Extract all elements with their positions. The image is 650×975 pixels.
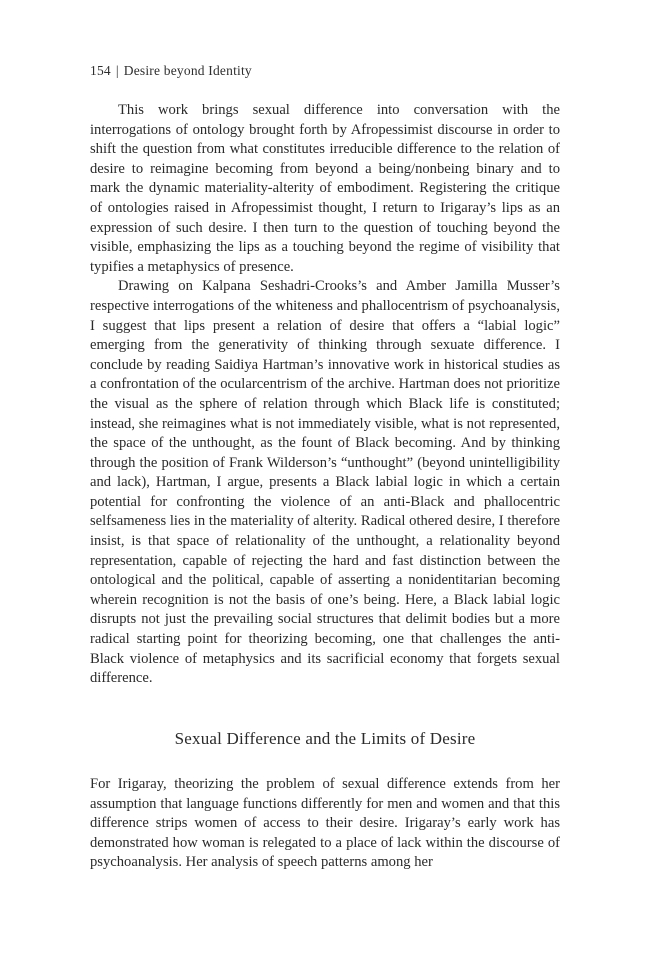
paragraph: This work brings sexual difference into conversation with the interrogations of ontology brought forth by Afropessimist discourse in order to shift the question from what constitutes irreducible difference to the relation of desire to reimagine becoming from beyond a being/nonbeing binary and to mark the dynamic materiality-alterity of embodiment. Registering the critique of ontologies raised in Afropessimist thought, I return to Irigaray’s lips as an expression of such desire. I then turn to the question of touching beyond the visible, emphasizing the lips as a touching beyond the regime of visibility that typifies a metaphysics of presence. [90,102,560,275]
body-text [90,101,560,689]
page-number: 154 [90,63,111,78]
running-head [90,63,252,79]
paragraph: Drawing on Kalpana Seshadri-Crooks’s and Amber Jamilla Musser’s respective interrogations of the whiteness and phallocentrism of psychoanalysis, I suggest that lips present a relation of desire that offers a “labial logic” emerging from the generativity of thinking through sexuate difference. I conclude by reading Saidiya Hartman’s innovative work in historical studies as a confrontation of the ocularcentrism of the archive. Hartman does not prioritize the visual as the sphere of relation through which Black life is constituted; instead, she reimagines what is not immediately visible, what is not represented, the space of the unthought, as the fount of Black becoming. And by thinking through the position of Frank Wilderson’s “unthought” (beyond unintelligibility and lack), Hartman, I argue, presents a Black labial logic in which a certain potential for confronting the violence of an anti-Black and phallocentric selfsameness lies in the materiality of alterity. Radical othered desire, I therefore insist, is that space of relationality of the unthought, a relationality beyond representation, capable of rejecting the hard and fast distinction between the ontological and the political, capable of asserting a nonidentitarian becoming wherein recognition is not the basis of one’s being. Here, a Black labial logic disrupts not just the prevailing social structures that delimit bodies but a more radical starting point for theorizing becoming, one that challenges the anti-Black violence of metaphysics and its sacrificial economy that forgets sexual difference. [90,278,560,687]
section-body [90,775,560,873]
paragraph: For Irigaray, theorizing the problem of sexual difference extends from her assumption that language functions differently for men and women and that this difference strips women of access to their desire. Irigaray’s early work has demonstrated how woman is relegated to a place of lack within the discourse of psychoanalysis. Her analysis of speech patterns among her [90,776,560,871]
section-heading: Sexual Difference and the Limits of Desire [174,729,476,748]
running-head-separator: | [115,63,119,78]
running-head-title: Desire beyond Identity [123,63,252,78]
